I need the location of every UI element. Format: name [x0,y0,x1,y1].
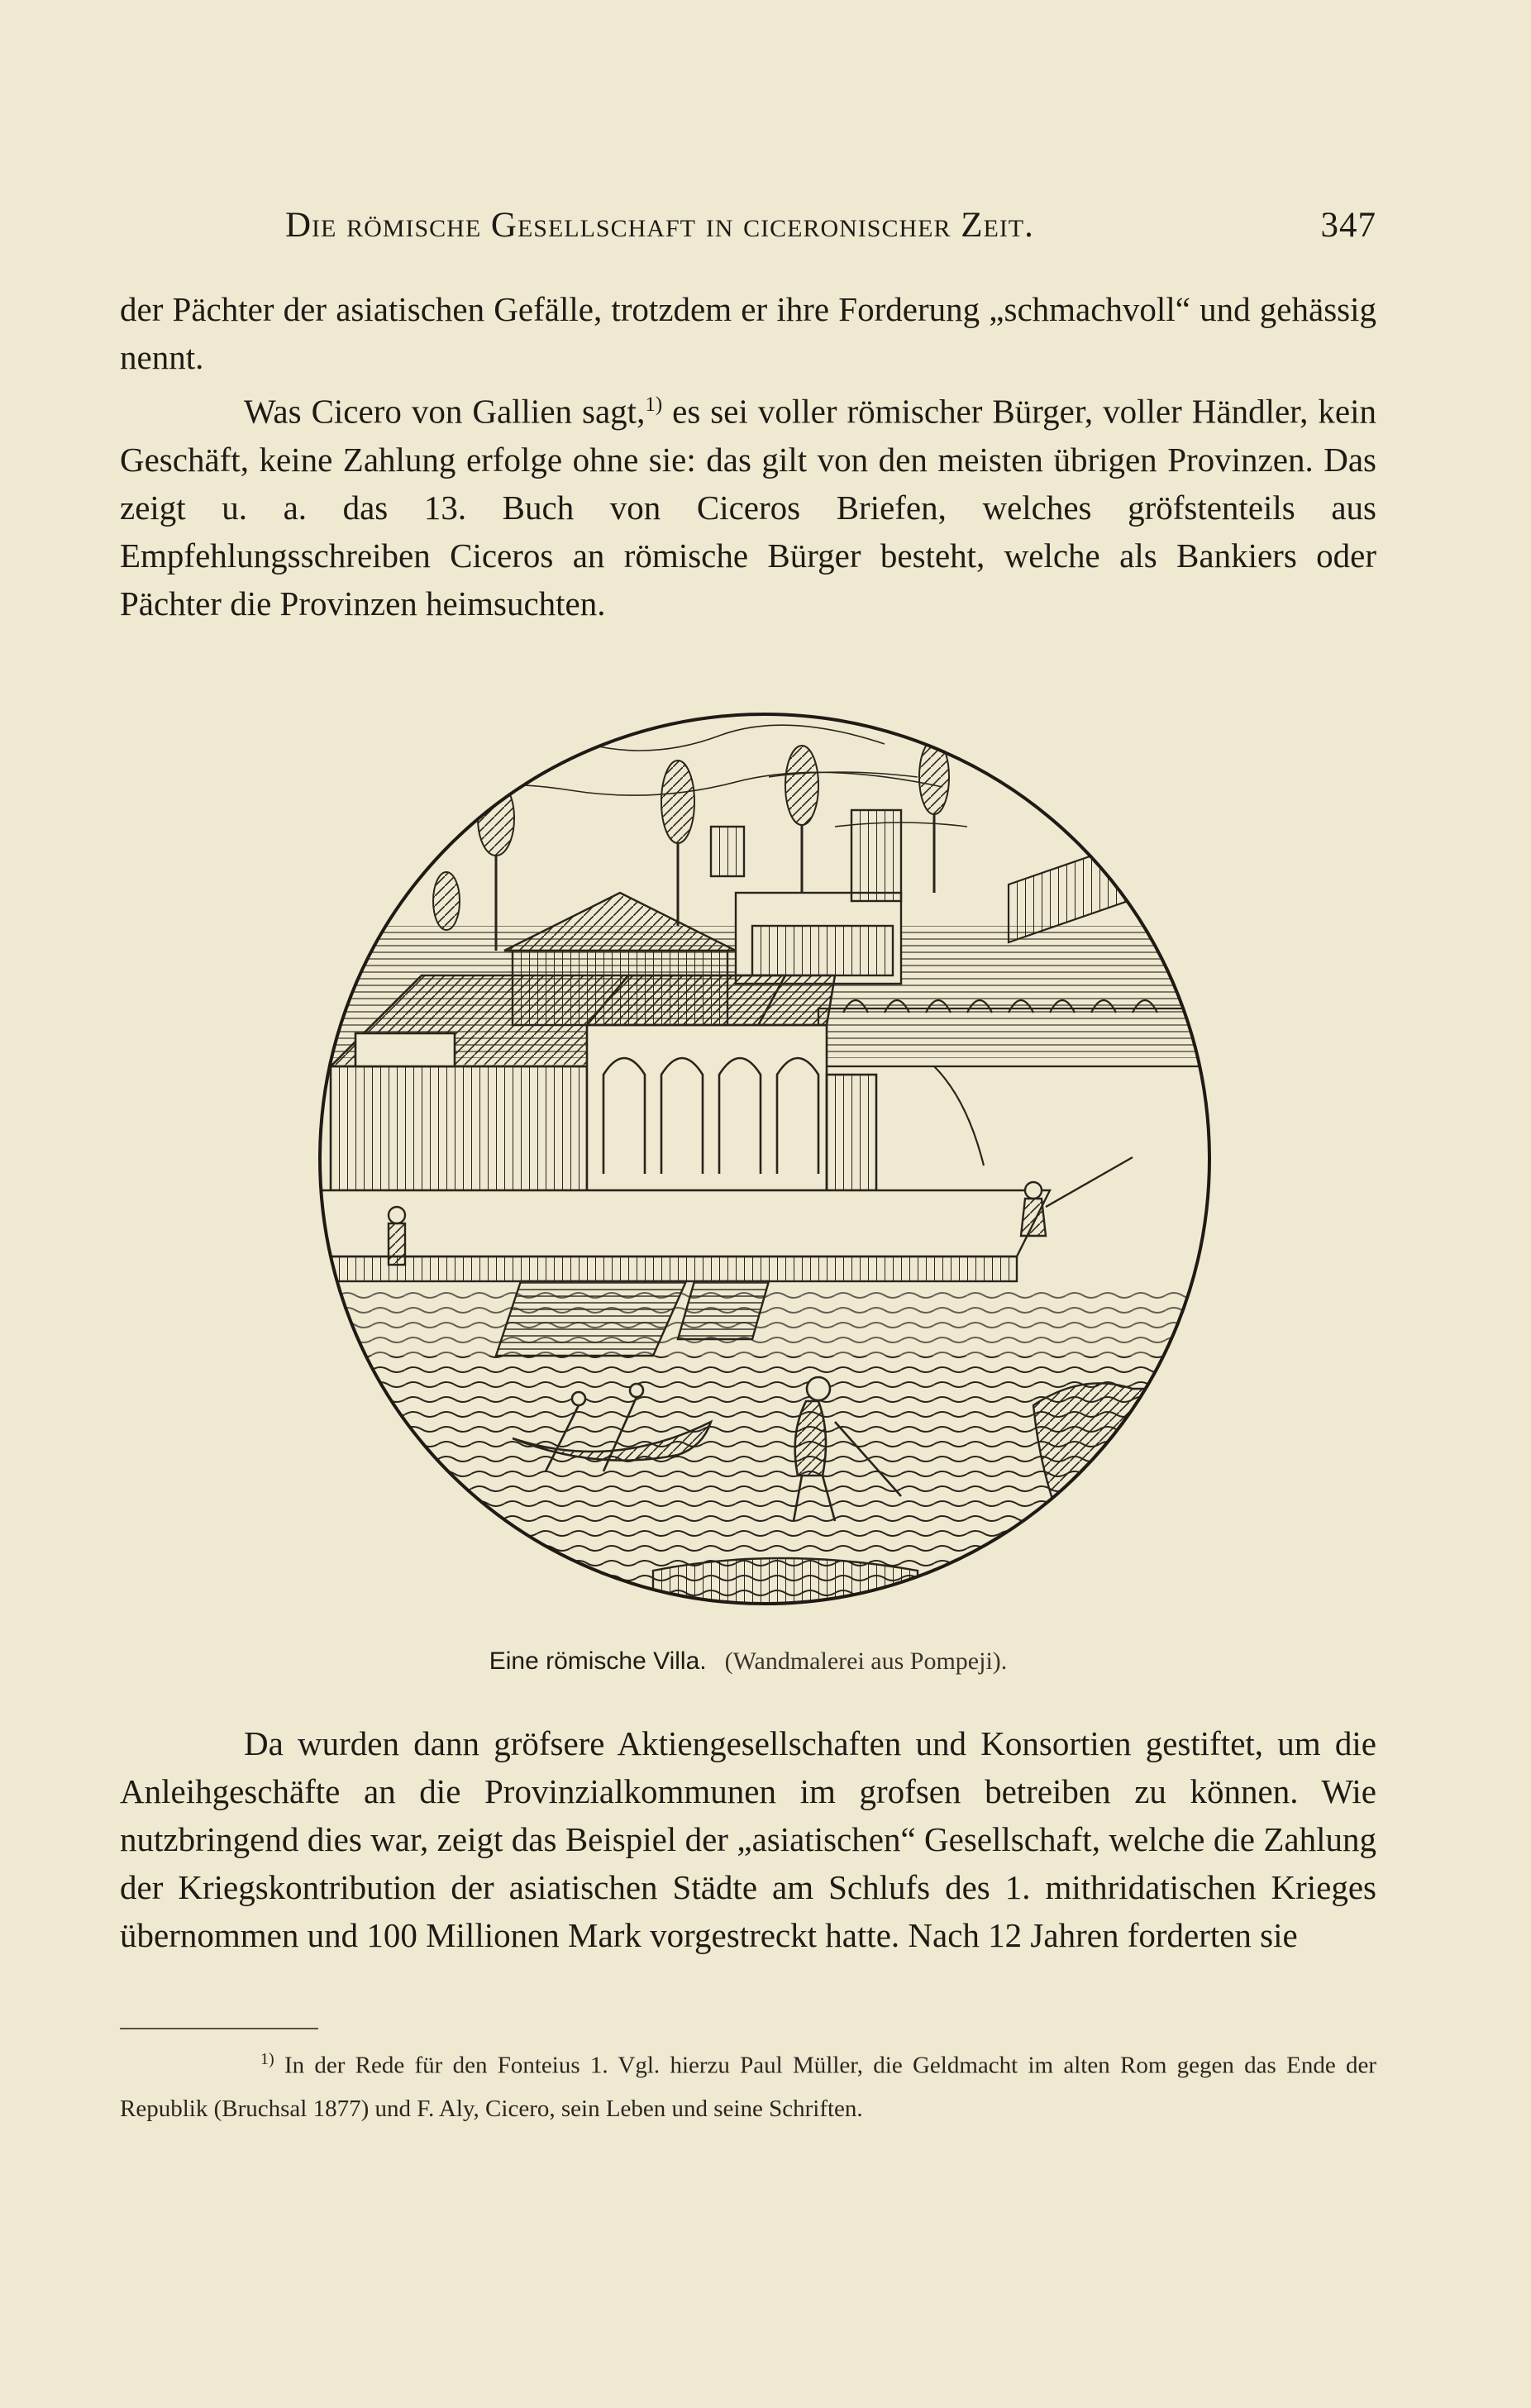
paragraph-2 [120,381,1376,627]
footnote [120,2038,1376,2130]
running-header [120,205,1376,255]
footnote-text: In der Rede für den Fonteius 1. Vgl. hierzu Paul Müller, die Geldmacht im alten Rom gegen das Ende der Republik (Bruchsal 1877) und F. Aly, Cicero, sein Leben und seine Schriften. [120,2052,1376,2122]
villa-illustration [306,678,1223,1645]
footnote-marker: 1) [260,2050,274,2068]
paragraph-3: Da wurden dann gröfsere Aktiengesellschaften und Konsortien gestiftet, um die Anleihgeschäfte an die Provinzialkommunen im grofsen betreiben zu können. Wie nutzbringend dies war, zeigt das Beispiel der „asiatischen“ Gesellschaft, welche die Zahlung der Kriegskontribution der asiatischen Städte am Schlufs des 1. mithridatischen Krieges übernommen und 100 Millionen Mark vorgestreckt hatte. Nach 12 Jahren forderten sie [120,1724,1376,1954]
paragraph-2-rest: es sei voller römischer Bürger, voller Händler, kein Geschäft, keine Zahlung erfolge ohne sie: das gilt von den meisten übrigen Provinzen. Das zeigt u. a. das 13. Buch von Ciceros Briefen, welches gröfstenteils aus Empfehlungsschreiben Ciceros an römische Bürger besteht, welche als Bankiers oder Pächter die Provinzen heimsuchten. [120,392,1377,622]
paragraph-1: der Pächter der asiatischen Gefälle, trotzdem er ihre Forderung „schmachvoll“ und gehässig nennt. [120,290,1376,376]
running-title: Die römische Gesellschaft in ciceronischer Zeit. [285,206,1034,245]
page-number: 347 [1320,206,1376,245]
paragraph-2-start: Was Cicero von Gallien sagt, [244,392,646,431]
footnote-rule [120,2028,318,2029]
caption-title: Eine römische Villa. [489,1647,707,1675]
caption-source: (Wandmalerei aus Pompeji). [724,1647,1008,1675]
illustration-scene [306,725,1223,1645]
figure-caption [120,1647,1376,1676]
footnote-reference: 1) [645,393,663,416]
